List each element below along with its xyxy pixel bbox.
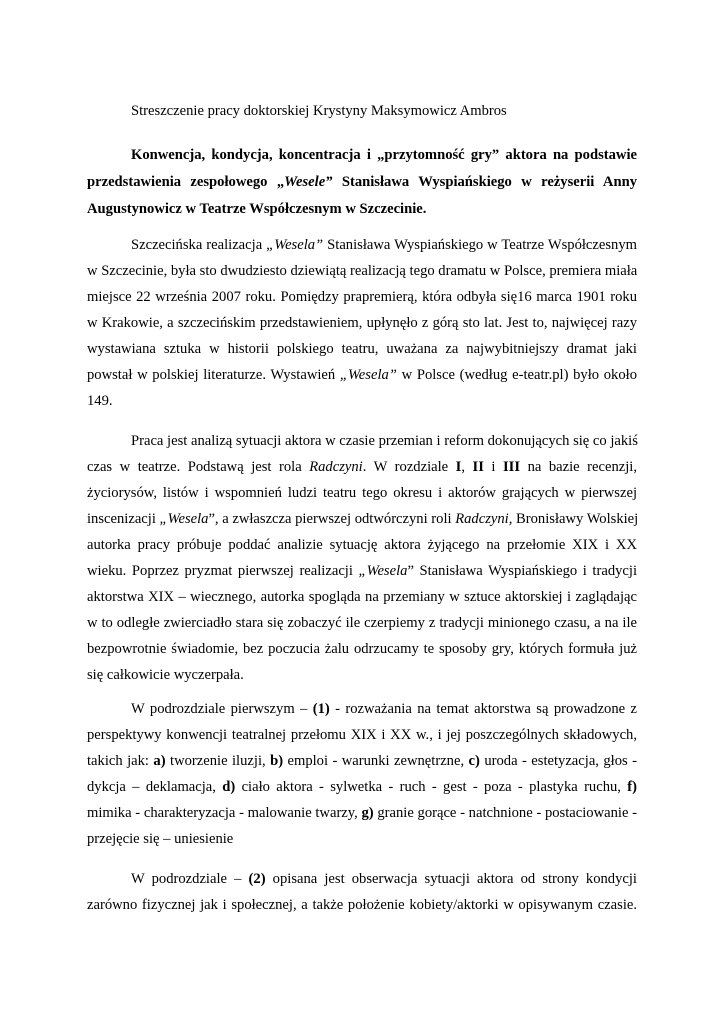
paragraph-line: w to odległe zwierciadło stara się zobaczyć ile czerpiemy z tradycji minionego czasu, a na ile — [87, 615, 637, 631]
paragraph-line: aktorstwa XIX – wiecznego, autorka spogląda na przemiany w sztuce aktorskiej i zaglądając — [87, 589, 637, 605]
paragraph-line — [87, 866, 637, 892]
paragraph-line: w Szczecinie, była sto dwudziesto dziewiątą realizacją tego dramatu w Polsce, premiera miała — [87, 263, 638, 279]
paragraph-line: autorka pracy próbuje poddać analizie sytuację aktora żyjącego na przełomie XIX i XX — [87, 537, 637, 553]
paragraph-line — [87, 696, 637, 722]
paragraph-line — [87, 800, 637, 826]
paragraph-line — [87, 362, 637, 388]
text-run: opisana jest obserwacja sytuacji aktora od strony kondycji — [265, 871, 637, 887]
text-run: uroda - estetyzacja, głos - — [479, 753, 637, 769]
text-run: ”, a zwłaszcza pierwszej odtwórczyni roli — [208, 511, 456, 527]
paragraph-line: zarówno fizycznej jak i społecznej, a także położenie kobiety/aktorki w opisywanym czasie. — [87, 897, 637, 913]
text-run: W podrozdziale pierwszym – — [131, 701, 313, 717]
italic-run: „Wesela — [159, 511, 209, 527]
title-line-1: Konwencja, kondycja, koncentracja i „przytomność gry” aktora na podstawie — [131, 147, 637, 163]
paragraph-line — [87, 506, 637, 532]
document-title — [87, 142, 637, 223]
paragraph-line: się całkowicie wyczerpała. — [87, 667, 244, 683]
italic-run: „Wesela” — [266, 237, 324, 253]
text-run: Stanisława Wyspiańskiego w Teatrze Współczesnym — [323, 237, 637, 253]
text-run: , — [461, 459, 473, 475]
text-run: na bazie recenzji, — [520, 459, 637, 475]
italic-run: „Wesela — [358, 563, 408, 579]
text-run: ” Stanisława Wyspiańskiego i tradycji — [407, 563, 637, 579]
text-run: emploi - warunki zewnętrzne, — [283, 753, 469, 769]
italic-run: Radczyni, — [455, 511, 513, 527]
paragraph-line: wystawiana sztuka w historii polskiego teatru, uważana za najwybitniejszy dramat jaki — [87, 341, 637, 357]
bold-run: (1) — [312, 701, 330, 717]
title-text: przedstawienia zespołowego „ — [87, 174, 285, 190]
text-run: powstał w polskiej literaturze. Wystawień — [87, 367, 340, 383]
text-run: Szczecińska realizacja — [131, 237, 267, 253]
text-run: granie gorące - natchnione - postaciowanie - — [373, 805, 637, 821]
paragraph-line: przejęcie się – uniesienie — [87, 831, 234, 847]
paragraph-line — [87, 232, 637, 258]
text-run: dykcja – deklamacja, — [87, 779, 223, 795]
text-run: ciało aktora - sylwetka - ruch - gest - poza - plastyka ruchu, — [235, 779, 628, 795]
text-run: mimika - charakteryzacja - malowanie twarzy, — [87, 805, 362, 821]
bold-run: (2) — [248, 871, 266, 887]
paragraph-4 — [87, 866, 637, 918]
bold-run: I — [455, 459, 462, 475]
paragraph-line: życiorysów, listów i wspomnień ludzi teatru tego okresu i aktorów grających w pierwszej — [87, 485, 637, 501]
text-run: W podrozdziale – — [131, 871, 249, 887]
text-run: czas w teatrze. Podstawą jest rola — [87, 459, 310, 475]
paragraph-3 — [87, 696, 637, 852]
document-subtitle: Streszczenie pracy doktorskiej Krystyny Maksymowicz Ambros — [131, 103, 507, 119]
paragraph-line — [87, 748, 637, 774]
italic-run: Radczyni — [309, 459, 363, 475]
title-play-name: Wesele” — [284, 174, 333, 190]
title-text: Stanisława Wyspiańskiego w reżyserii Anny — [332, 174, 637, 190]
paragraph-line: perspektywy konwencji teatralnej przełomu XIX i XX w., i jej poszczególnych składowych, — [87, 727, 637, 743]
paragraph-line — [87, 558, 637, 584]
paragraph-line: miejsce 22 września 2007 roku. Pomiędzy prapremierą, która odbyła się16 marca 1901 roku — [87, 289, 637, 305]
title-line-2 — [87, 169, 637, 196]
bold-run: d) — [222, 779, 236, 795]
text-run: w Polsce (według e-teatr.pl) było około — [396, 367, 637, 383]
paragraph-line — [87, 774, 637, 800]
bold-run: III — [503, 459, 521, 475]
text-run: i — [483, 459, 503, 475]
paragraph-line: w Krakowie, a szczecińskim przedstawieniem, upłynęło z górą sto lat. Jest to, najwięcej razy — [87, 315, 637, 331]
text-run: - rozważania na temat aktorstwa są prowadzone z — [329, 701, 637, 717]
text-run: . W rozdziale — [362, 459, 456, 475]
paragraph-line — [87, 454, 637, 480]
bold-run: a) — [153, 753, 166, 769]
paragraph-2 — [87, 428, 637, 688]
bold-run: g) — [361, 805, 374, 821]
paragraph-line: Praca jest analizą sytuacji aktora w czasie przemian i reform dokonujących się co jakiś — [131, 433, 638, 449]
bold-run: II — [472, 459, 484, 475]
bold-run: b) — [270, 753, 284, 769]
text-run: tworzenie iluzji, — [165, 753, 271, 769]
text-run: inscenizacji — [87, 511, 160, 527]
bold-run: f) — [627, 779, 638, 795]
paragraph-1 — [87, 232, 637, 414]
bold-run: c) — [468, 753, 480, 769]
text-run: wieku. Poprzez pryzmat pierwszej realizacji — [87, 563, 359, 579]
text-run: takich jak: — [87, 753, 154, 769]
title-line-3: Augustynowicz w Teatrze Współczesnym w Szczecinie. — [87, 201, 427, 217]
italic-run: „Wesela” — [339, 367, 397, 383]
paragraph-line: 149. — [87, 393, 113, 409]
text-run: Bronisławy Wolskiej — [512, 511, 639, 527]
paragraph-line: bezpowrotnie świadomie, bez poczucia żalu odrzucamy te sposoby gry, których formuła już — [87, 641, 637, 657]
